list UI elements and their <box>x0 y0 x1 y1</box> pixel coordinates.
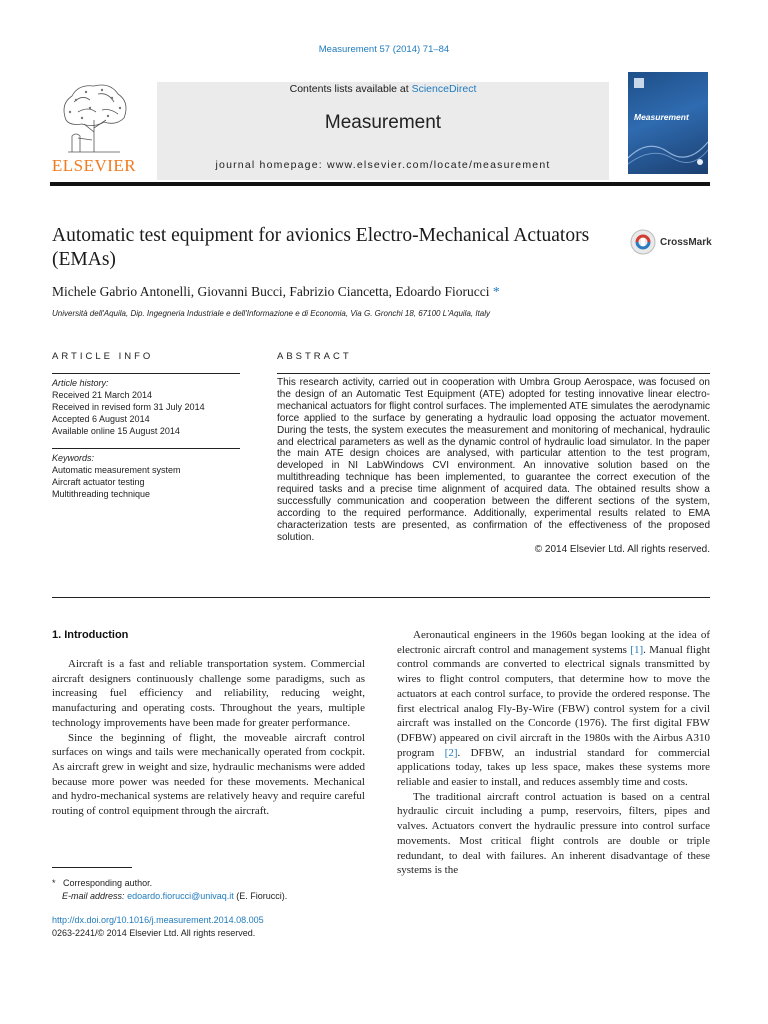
crossmark-icon <box>630 229 656 255</box>
doi-block <box>52 914 264 939</box>
footnote-mark: * <box>52 878 56 888</box>
text-run: Aeronautical engineers in the 1960s began looking at the idea of electronic aircraft control and management systems <box>397 629 710 656</box>
keyword-item: Automatic measurement system <box>52 465 181 475</box>
journal-cover-thumbnail[interactable] <box>628 72 708 174</box>
affiliation: Università dell'Aquila, Dip. Ingegneria Industriale e dell'Informazione e di Economia, Via G. Gronchi 18, 67100 L'Aquila, Italy <box>52 309 491 318</box>
sciencedirect-link[interactable]: ScienceDirect <box>411 83 477 95</box>
text-run: . Manual flight control commands are converted to electrical signals transmitted by wires to flight control computers, that determine how to move the actuators at each control surface, to provide the ordered response. The first electrical analog Fly-By-Wire (FBW) control system for a civil aircraft was installed on the Concorde (1976). The first digital FBW (DFBW) appeared on civil aircraft in the 1980s with the Airbus A310 program <box>397 643 711 759</box>
text-run: . DFBW, an industrial standard for commercial applications today, takes up less space, makes these systems more reliable and easier to install, and reduces assembly time and costs. <box>397 746 710 789</box>
article-title: Automatic test equipment for avionics Electro-Mechanical Actuators (EMAs) <box>52 225 590 270</box>
corresponding-label: Corresponding author. <box>63 878 153 888</box>
elsevier-wordmark: ELSEVIER <box>51 156 137 175</box>
article-history <box>52 377 205 437</box>
journal-citation-link[interactable]: Measurement 57 (2014) 71–84 <box>318 44 450 55</box>
corresponding-author-note <box>52 877 287 890</box>
journal-header <box>157 82 609 180</box>
abstract-body: This research activity, carried out in cooperation with Umbra Group Aerospace, was focused on the design of an Automatic Test Equipment (ATE) adopted for testing innovative linear electro-mechanical actuators for flight control surfaces. The implemented ATE simulates the aerodynamic force applied to the surface by generating a hydraulic load opposing the actuator movement. During the tests, the system executes the measurement and monitoring of mechanical, hydraulic and electrical parameters as well as the dynamic control of hydraulic load simulator. In the paper the main ATE design choices are analysed, with particular attention to the test program, developed in NI LabWindows CVI environment. An innovative solution based on the multithreading technique has been implemented, to guarantee the correct execution of the required tasks and a precise time alignment of acquired data. The obtained results show a successfully communication and cooperation between the different sections of the system, according to the required performance. Additionally, experimental results related to EMA characterization tests are presented, as confirmation of the effectiveness of the proposed solution. <box>277 377 710 543</box>
author-list: Michele Gabrio Antonelli, Giovanni Bucci, Fabrizio Ciancetta, Edoardo Fiorucci <box>52 284 490 299</box>
keyword-item: Multithreading technique <box>52 489 151 499</box>
history-item: Available online 15 August 2014 <box>52 426 180 436</box>
elsevier-tree-icon <box>56 80 132 154</box>
abstract-rule <box>277 373 710 374</box>
cover-title: Measurement <box>634 112 689 122</box>
crossmark-label: CrossMark <box>660 237 712 248</box>
contents-line <box>157 82 609 96</box>
keywords <box>52 452 181 500</box>
body-paragraph: The traditional aircraft control actuation is based on a central hydraulic circuit including a pump, reservoirs, filters, pipes and valves. Actuators convert the hydraulic pressure into control surface movements. Most critical flight controls are double or triple redundant, to deal with failures. An inherent disadvantage of these systems is the <box>397 790 710 877</box>
doi-link[interactable]: http://dx.doi.org/10.1016/j.measurement.2014.08.005 <box>52 915 264 925</box>
keyword-item: Aircraft actuator testing <box>52 477 145 487</box>
crossmark-badge[interactable] <box>630 229 712 257</box>
header-rule <box>50 182 710 186</box>
history-item: Received in revised form 31 July 2014 <box>52 402 205 412</box>
body-paragraph <box>397 628 710 790</box>
email-label: E-mail address: <box>62 890 125 901</box>
body-paragraph: Since the beginning of flight, the moveable aircraft control surfaces on wings and tails were mechanically operated from cockpit. As aircraft grew in weight and size, hydraulic mechanisms were added because more power was needed for these movements. Mechanical and hydro-mechanical systems are relatively heavy and require careful routing of control equipment through the aircraft. <box>52 731 365 818</box>
section-heading-introduction: 1. Introduction <box>52 629 129 641</box>
journal-homepage-link[interactable]: journal homepage: www.elsevier.com/locate/measurement <box>215 159 551 171</box>
body-right-column <box>397 628 710 878</box>
email-link[interactable]: edoardo.fiorucci@univaq.it <box>127 890 234 901</box>
article-info-heading: ARTICLE INFO <box>52 351 154 362</box>
history-item: Accepted 6 August 2014 <box>52 414 150 424</box>
authors <box>52 284 500 300</box>
history-label: Article history: <box>52 378 109 388</box>
footnote-rule <box>52 867 132 868</box>
body-paragraph: Aircraft is a fast and reliable transportation system. Commercial aircraft designers continuously challenge some paradigms, such as increasing fuel efficiency and reliability, reducing weight, manufacturing and operating costs. Throughout the years, multiple technology improvements have been made for greater performance. <box>52 658 365 729</box>
abstract-text <box>277 377 710 556</box>
journal-name: Measurement <box>324 112 442 133</box>
elsevier-logo <box>50 80 138 176</box>
abstract-heading: ABSTRACT <box>277 351 352 362</box>
keywords-rule <box>52 448 240 449</box>
email-suffix: (E. Fiorucci). <box>236 890 288 901</box>
contents-prefix: Contents lists available at <box>289 83 412 95</box>
keywords-label: Keywords: <box>52 453 95 463</box>
article-info-rule <box>52 373 240 374</box>
body-left-column <box>52 657 365 819</box>
body-rule <box>52 597 710 598</box>
corresponding-author-mark[interactable]: * <box>492 284 500 299</box>
cover-wave-icon <box>628 128 708 168</box>
abstract-copyright: © 2014 Elsevier Ltd. All rights reserved. <box>534 543 710 555</box>
history-item: Received 21 March 2014 <box>52 390 153 400</box>
issn-line: 0263-2241/© 2014 Elsevier Ltd. All rights reserved. <box>52 927 256 938</box>
reference-link-1[interactable]: [1] <box>630 643 644 656</box>
email-note <box>52 890 287 903</box>
cover-logo-icon <box>634 78 644 88</box>
reference-link-2[interactable]: [2] <box>444 746 458 759</box>
footnotes <box>52 877 287 902</box>
